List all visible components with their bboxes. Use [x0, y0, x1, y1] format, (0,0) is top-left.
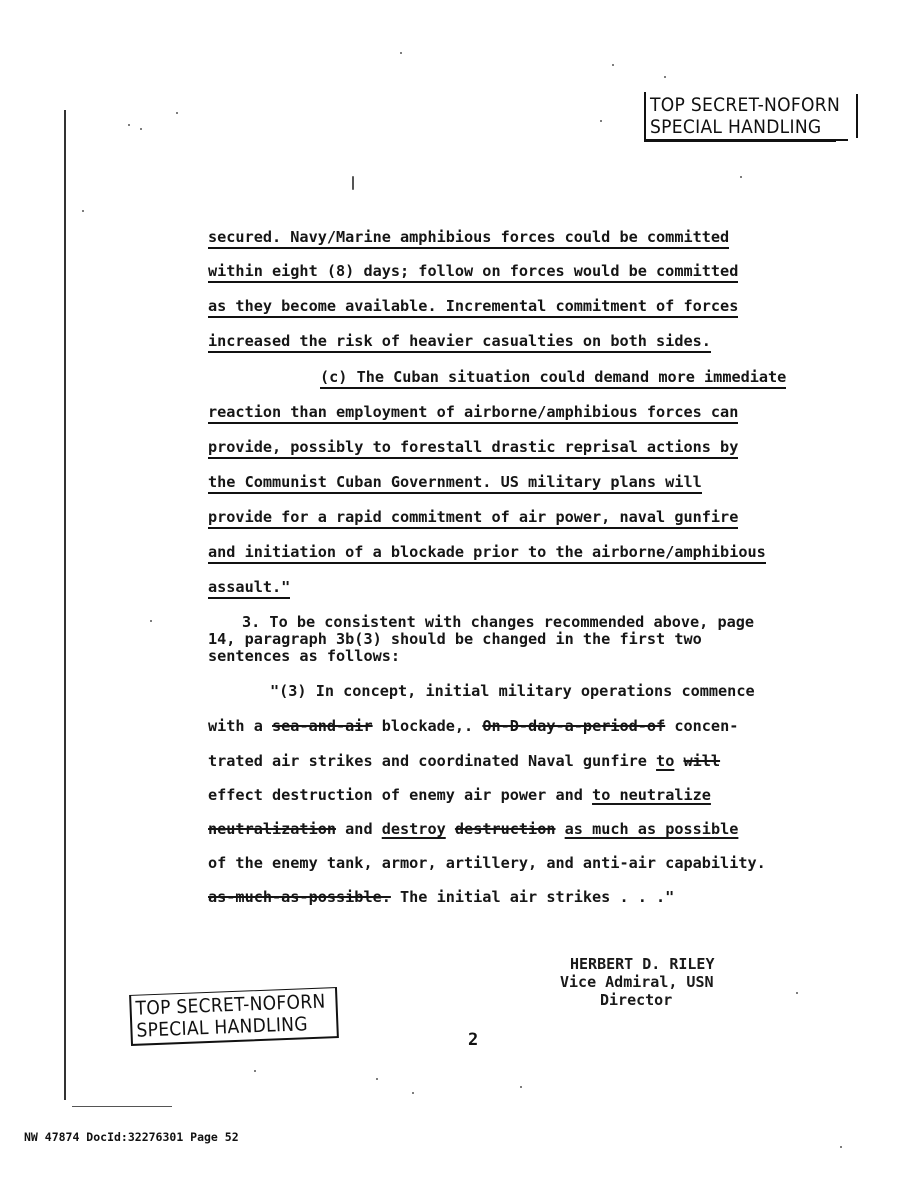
amend-text: concen-	[665, 717, 739, 735]
amendment-line: "(3) In concept, initial military operations commence	[270, 682, 755, 700]
body-line: secured. Navy/Marine amphibious forces could be committed	[208, 228, 729, 249]
scan-speck	[612, 64, 614, 66]
amend-text: effect destruction of enemy air power and	[208, 786, 593, 804]
scan-speck	[664, 76, 666, 78]
struck-text: neutralization	[208, 820, 337, 838]
amendment-line: of the enemy tank, armor, artillery, and anti-air capability.	[208, 854, 766, 872]
scan-speck	[352, 176, 354, 190]
archive-footer: NW 47874 DocId:32276301 Page 52	[24, 1130, 239, 1144]
scan-speck	[520, 1086, 522, 1088]
scan-speck	[600, 120, 602, 122]
stamp-box	[129, 987, 339, 1046]
signatory-title: Vice Admiral, USN	[560, 973, 714, 991]
amend-text: and	[336, 820, 382, 838]
inserted-text: destroy	[381, 820, 446, 838]
body-line: assault."	[208, 578, 290, 599]
amend-text	[556, 820, 565, 838]
amend-text	[446, 820, 455, 838]
struck-text: sea-and-air	[272, 717, 373, 735]
scan-speck	[840, 1146, 842, 1148]
classification-stamp-bottom	[129, 987, 339, 1046]
page-number: 2	[468, 1030, 479, 1050]
stamp-box	[644, 92, 848, 141]
amend-text: trated air strikes and coordinated Naval gunfire	[208, 752, 657, 770]
body-line: within eight (8) days; follow on forces would be committed	[208, 262, 738, 283]
signatory-role: Director	[600, 991, 673, 1009]
body-line: and initiation of a blockade prior to the airborne/amphibious	[208, 543, 766, 564]
inserted-text: to neutralize	[592, 786, 711, 804]
stamp-border	[644, 140, 836, 142]
scan-speck	[128, 124, 130, 126]
body-line: reaction than employment of airborne/amphibious forces can	[208, 403, 738, 424]
body-line: provide for a rapid commitment of air power, naval gunfire	[208, 508, 738, 529]
amendment-line	[208, 888, 674, 906]
stamp-border	[856, 94, 858, 138]
amendment-line	[208, 820, 738, 838]
signature-block	[560, 955, 715, 1009]
amendment-line	[208, 717, 738, 735]
amend-text: The initial air strikes . . ."	[390, 888, 675, 906]
stamp-line-1: TOP SECRET-NOFORN	[135, 990, 326, 1020]
amendment-line	[208, 786, 711, 804]
signatory-name: HERBERT D. RILEY	[570, 955, 715, 973]
scan-speck	[796, 992, 798, 994]
body-line: provide, possibly to forestall drastic reprisal actions by	[208, 438, 738, 459]
scan-speck	[254, 1070, 256, 1072]
amendment-line	[208, 752, 720, 770]
struck-text: On-D-day-a-period-of	[482, 717, 666, 735]
scan-speck	[176, 112, 178, 114]
stamp-line-1: TOP SECRET-NOFORN	[650, 94, 841, 116]
scan-speck	[412, 1092, 414, 1094]
body-line: the Communist Cuban Government. US military plans will	[208, 473, 702, 494]
paragraph-3-line: 3. To be consistent with changes recommended above, page	[242, 613, 755, 631]
stamp-line-2: SPECIAL HANDLING	[650, 116, 822, 138]
struck-text: as-much-as-possible.	[208, 888, 391, 906]
inserted-text: as much as possible	[564, 820, 739, 838]
scan-speck	[82, 210, 84, 212]
body-line: (c) The Cuban situation could demand more immediate	[320, 368, 786, 389]
body-line: as they become available. Incremental commitment of forces	[208, 297, 738, 318]
stamp-line-2: SPECIAL HANDLING	[136, 1013, 309, 1042]
scan-speck	[400, 52, 402, 54]
classification-stamp-top	[644, 92, 848, 141]
struck-text: destruction	[454, 820, 556, 838]
left-margin-rule	[64, 110, 66, 1100]
body-line: increased the risk of heavier casualties on both sides.	[208, 332, 711, 353]
bottom-rule	[72, 1106, 172, 1107]
amend-text: with a	[208, 717, 273, 735]
struck-text: will	[683, 752, 721, 770]
scan-speck	[376, 1078, 378, 1080]
scan-speck	[140, 128, 142, 130]
amend-text: blockade,.	[372, 717, 483, 735]
scan-speck	[740, 176, 742, 178]
paragraph-3-line: 14, paragraph 3b(3) should be changed in the first two	[208, 630, 702, 648]
scan-speck	[150, 620, 152, 622]
amend-text	[674, 752, 683, 770]
inserted-text: to	[656, 752, 675, 770]
paragraph-3-line: sentences as follows:	[208, 647, 401, 665]
